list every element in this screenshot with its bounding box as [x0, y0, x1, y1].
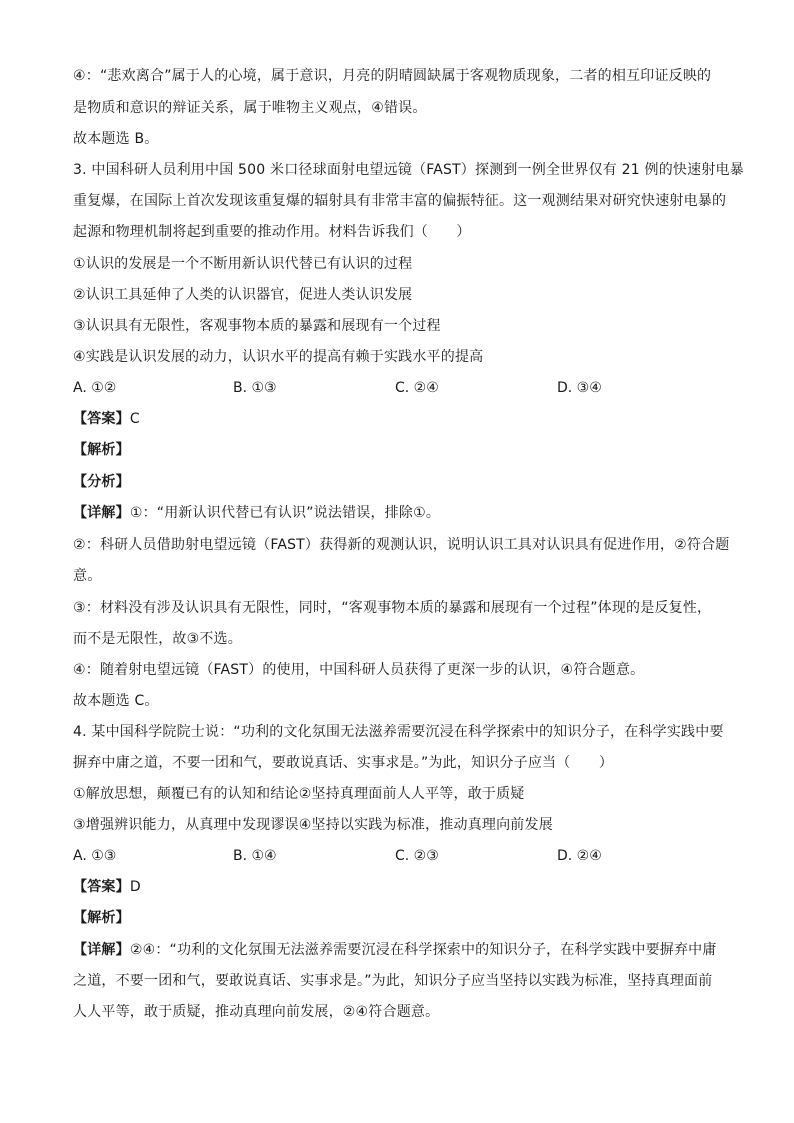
option-a: A. ①②	[73, 380, 117, 396]
detail-tag: 【详解】	[73, 505, 130, 521]
analysis-heading: 【解析】	[73, 910, 130, 926]
statement-1: ①认识的发展是一个不断用新认识代替已有认识的过程	[73, 256, 413, 272]
answer-tag: 【答案】	[73, 411, 130, 427]
statement-4: ④实践是认识发展的动力，认识水平的提高有赖于实践水平的提高	[73, 349, 484, 365]
answer-value: C	[129, 411, 140, 427]
detail-text: ②④：“功利的文化氛围无法滋养需要沉浸在科学探索中的知识分子，在科学实践中要摒弃中庸	[129, 942, 717, 958]
statement-line: ①解放思想，颠覆已有的认知和结论②坚持真理面前人人平等，敢于质疑	[73, 786, 525, 802]
text-line: ④：“悲欢离合”属于人的心境，属于意识，月亮的阴晴圆缺属于客观物质现象，二者的相互印证反映的	[73, 68, 712, 84]
option-a: A. ①③	[73, 848, 117, 864]
answer-value: D	[129, 879, 141, 895]
option-d: D. ②④	[557, 848, 602, 864]
answer-line	[73, 877, 141, 897]
question-3-stem: 3. 中国科研人员利用中国 500 米口径球面射电望远镜（FAST）探测到一例全世界仅有 21 例的快速射电暴	[73, 162, 744, 178]
option-c: C. ②④	[395, 380, 439, 396]
detail-line	[73, 503, 440, 523]
question-3-options	[73, 378, 733, 398]
detail-line: 之道，不要一团和气，要敢说真话、实事求是。”为此，知识分子应当坚持以实践为标准，坚持真理面前	[73, 973, 713, 989]
option-b: B. ①③	[233, 380, 277, 396]
option-c: C. ②③	[395, 848, 439, 864]
detail-line: ③：材料没有涉及认识具有无限性，同时，“客观事物本质的暴露和展现有一个过程”体现的是反复性，	[73, 600, 712, 616]
answer-line	[73, 409, 140, 429]
analysis-heading: 【解析】	[73, 442, 130, 458]
text-line: 重复爆，在国际上首次发现该重复爆的辐射具有非常丰富的偏振特征。这一观测结果对研究快速射电暴的	[73, 193, 727, 209]
question-4-options	[73, 846, 733, 866]
answer-tag: 【答案】	[73, 879, 130, 895]
option-d: D. ③④	[557, 380, 602, 396]
detail-line: 而不是无限性，故③不选。	[73, 631, 242, 647]
statement-2: ②认识工具延伸了人类的认识器官，促进人类认识发展	[73, 287, 413, 303]
text-line: 是物质和意识的辩证关系，属于唯物主义观点，④错误。	[73, 100, 427, 116]
detail-tag: 【详解】	[73, 942, 130, 958]
detail-text: ①：“用新认识代替已有认识”说法错误，排除①。	[129, 505, 441, 521]
fenxi-heading: 【分析】	[73, 474, 130, 490]
option-b: B. ①④	[233, 848, 277, 864]
text-line: 故本题选 B。	[73, 131, 159, 147]
detail-line: 人人平等，敢于质疑，推动真理向前发展，②④符合题意。	[73, 1004, 440, 1020]
statement-3: ③认识具有无限性，客观事物本质的暴露和展现有一个过程	[73, 318, 441, 334]
detail-line	[73, 940, 717, 960]
text-line: 摒弃中庸之道，不要一团和气，要敢说真话、实事求是。”为此，知识分子应当（ ）	[73, 755, 614, 771]
detail-line: ②：科研人员借助射电望远镜（FAST）获得新的观测认识，说明认识工具对认识具有促进作用，②符合题	[73, 537, 730, 553]
statement-line: ③增强辨识能力，从真理中发现谬误④坚持以实践为标准，推动真理向前发展	[73, 817, 553, 833]
detail-line: 故本题选 C。	[73, 693, 159, 709]
question-4-stem: 4. 某中国科学院院士说：“功利的文化氛围无法滋养需要沉浸在科学探索中的知识分子，在科学实践中要	[73, 724, 724, 740]
detail-line: 意。	[73, 568, 102, 584]
detail-line: ④：随着射电望远镜（FAST）的使用，中国科研人员获得了更深一步的认识，④符合题意。	[73, 662, 645, 678]
text-line: 起源和物理机制将起到重要的推动作用。材料告诉我们（ ）	[73, 224, 471, 240]
